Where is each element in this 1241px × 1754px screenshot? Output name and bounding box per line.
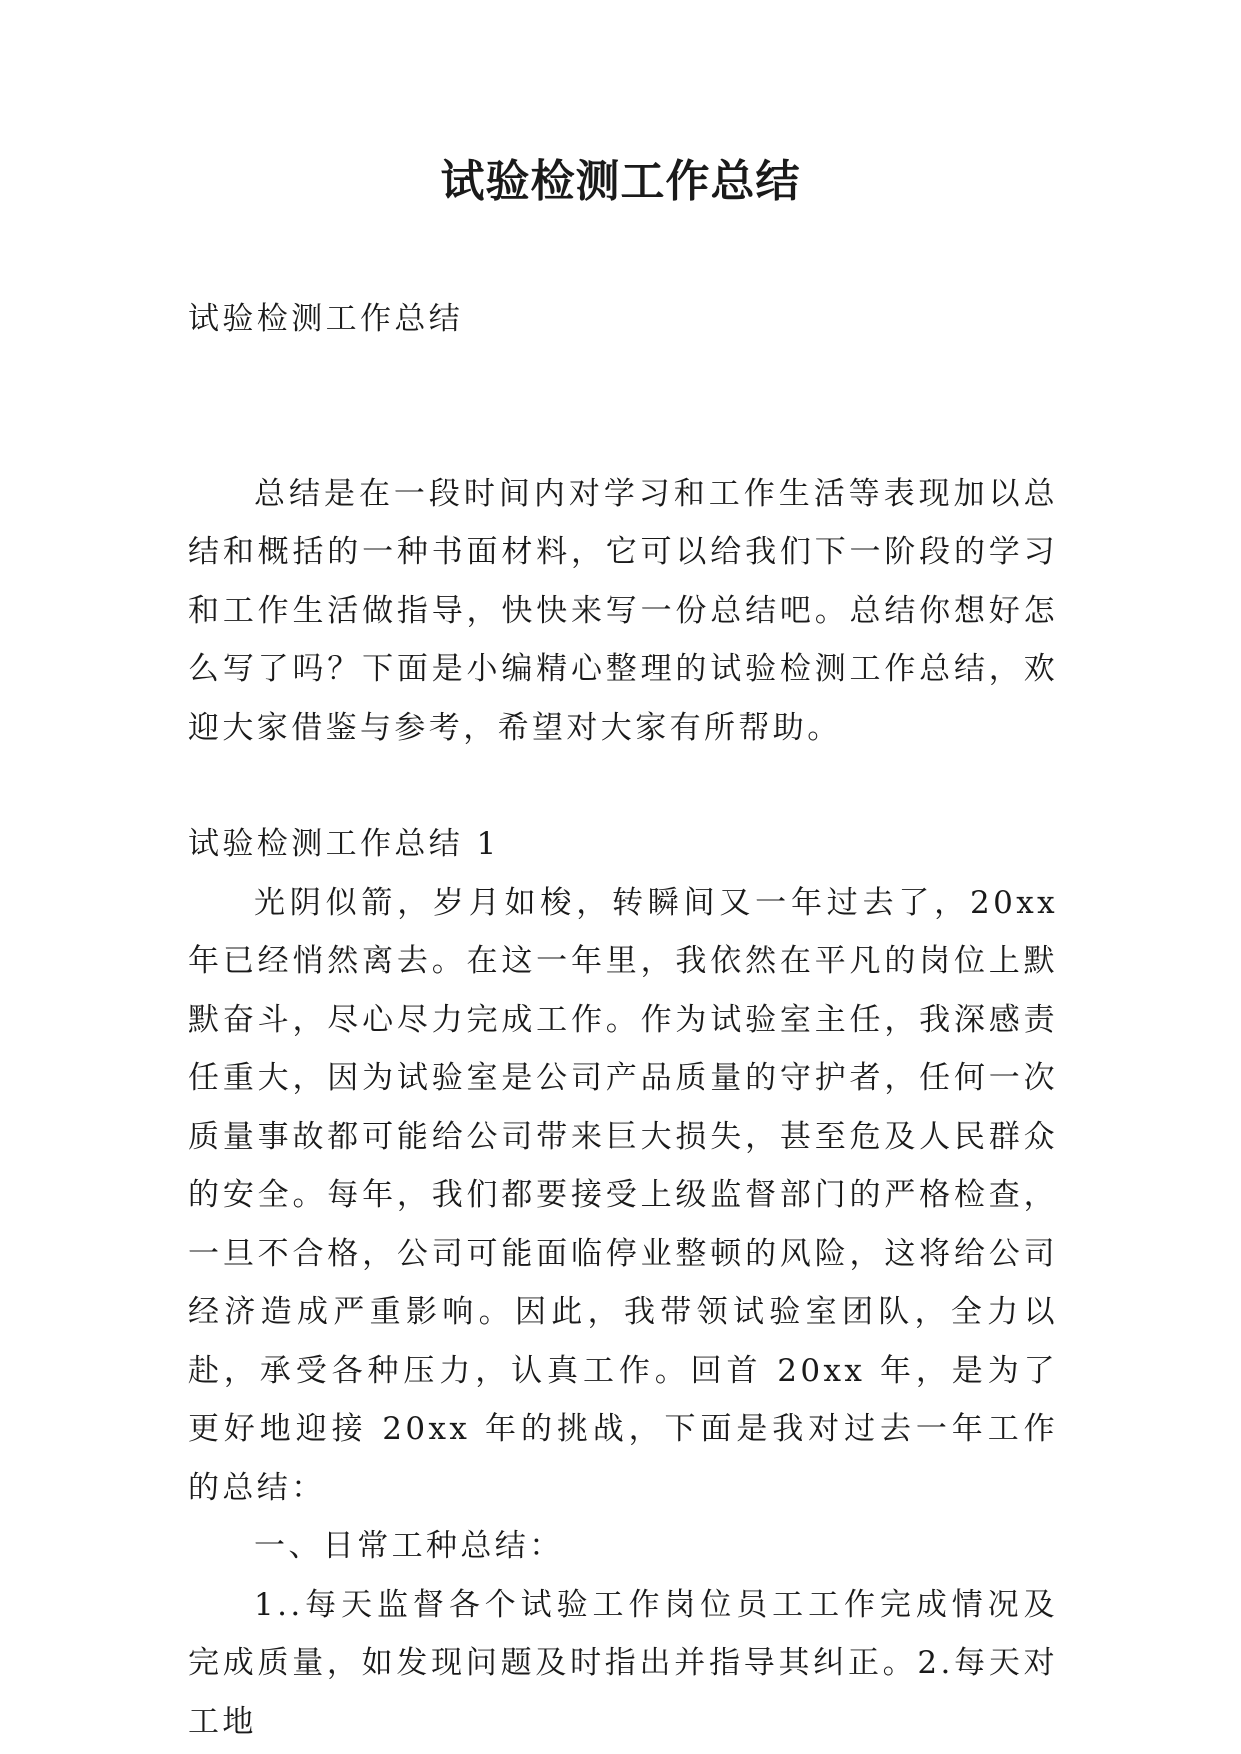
document-title: 试验检测工作总结 — [440, 156, 801, 207]
spacer — [188, 757, 1058, 815]
list-heading: 一、日常工种总结： — [254, 1528, 564, 1564]
section-paragraph: 光阴似箭，岁月如梭，转瞬间又一年过去了，20xx 年已经悄然离去。在这一年里，我依然在平凡的岗位上默默奋斗，尽心尽力完成工作。作为试验室主任，我深感责任重大，因为试验室是公司产品质量的守护者，任何一次质量事故都可能给公司带来巨大损失，甚至危及人民群众的安全。每年，我们都要接受上级监督部门的严格检查，一旦不合格，公司可能面临停业整顿的风险，这将给公司经济造成严重影响。因此，我带领试验室团队，全力以赴，承受各种压力，认真工作。回首 20xx 年，是为了更好地迎接 20xx 年的挑战，下面是我对过去一年工作的总结： — [188, 884, 1058, 1506]
intro-paragraph: 总结是在一段时间内对学习和工作生活等表现加以总结和概括的一种书面材料，它可以给我们下一阶段的学习和工作生活做指导，快快来写一份总结吧。总结你想好怎么写了吗？下面是小编精心整理的试验检测工作总结，欢迎大家借鉴与参考，希望对大家有所帮助。 — [188, 475, 1058, 746]
section-heading: 试验检测工作总结 1 — [188, 826, 500, 862]
list-item: 1..每天监督各个试验工作岗位员工工作完成情况及完成质量，如发现问题及时指出并指导其纠正。2.每天对工地 — [188, 1586, 1058, 1740]
document-subtitle: 试验检测工作总结 — [188, 301, 464, 337]
spacer — [188, 407, 1058, 465]
document-body — [188, 290, 1058, 1751]
spacer — [188, 349, 1058, 407]
